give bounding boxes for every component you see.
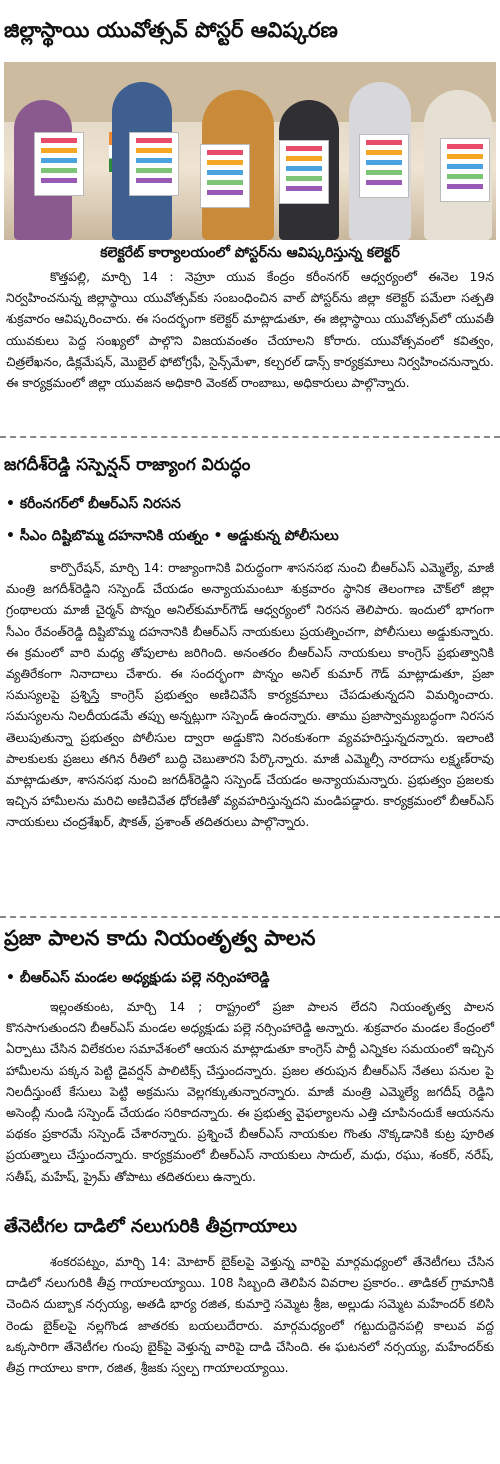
poster-5: [359, 134, 409, 198]
poster-1: [34, 132, 84, 196]
poster-2: [129, 132, 179, 196]
article3-subhead: • బీఆర్‌ఎస్ మండల అధ్యక్షుడు పల్లె నర్సింహారెడ్డి: [6, 970, 270, 986]
article1-headline: జిల్లాస్థాయి యువోత్సవ్ పోస్టర్ ఆవిష్కరణ: [4, 18, 338, 42]
collector-poster-photo: [4, 62, 496, 240]
poster-4: [279, 140, 329, 204]
article2-subhead-1: • కరీంనగర్‌లో బీఆర్‌ఎస్ నిరసన: [6, 496, 181, 512]
poster-6: [440, 138, 490, 202]
photo-caption: కలెక్టరేట్ కార్యాలయంలో పోస్టర్‌ను ఆవిష్కరిస్తున్న కలెక్టర్: [4, 240, 496, 266]
section-divider: [0, 436, 500, 438]
article3-headline: ప్రజా పాలన కాదు నియంతృత్వ పాలన: [4, 926, 316, 950]
section-divider: [0, 916, 500, 918]
article2-body: కార్పొరేషన్, మార్చి 14: రాజ్యాంగానికి విరుద్ధంగా శాసనసభ నుంచి బీఆర్‌ఎస్ ఎమ్మెల్యే, మాజీ మంత్రి జగదీశ్‌రెడ్డిని సస్పెండ్ చేయడం అన్యాయమంటూ శుక్రవారం స్థానిక తెలంగాణ చౌక్‌లో జిల్లా గ్రంథాలయ మాజీ చైర్మన్ పొన్నం అనిల్‌కుమార్‌గౌడ్ ఆధ్వర్యంలో నిరసన తెలిపారు. ఇందులో భాగంగా సీఎం రేవంత్‌రెడ్డి దిష్టిబొమ్మ దహనానికి బీఆర్‌ఎస్ నాయకులు ప్రయత్నించగా, పోలీసులు అడ్డుకున్నారు. ఈ క్రమంలో వారి మధ్య తోపులాట జరిగింది. అనంతరం బీఆర్‌ఎస్ నాయకులు కాంగ్రెస్ ప్రభుత్వానికి వ్యతిరేకంగా నినాదాలు చేశారు. ఈ సందర్భంగా పొన్నం అనిల్ కుమార్ గౌడ్ మాట్లాడుతూ, ప్రజా సమస్యలపై ప్రశ్నిస్తే కాంగ్రెస్ ప్రభుత్వం అణిచివేసే కార్యక్రమాలు చేపడుతున్నదని విమర్శించారు. సమస్యలను నిలదీయడమే తప్పు అన్నట్లుగా సస్పెండ్ ఉందన్నారు. తాము ప్రజాస్వామ్యబద్ధంగా నిరసన తెలుపుతున్నా ప్రభుత్వం పోలీసుల ద్వారా అడ్డుకొని నిరంకుశంగా వ్యవహరిస్తున్నదన్నారు. ఇలాంటి పాలకులకు ప్రజలు తగిన రీతిలో బుద్ధి చెబుతారని పేర్కొన్నారు. మాజీ ఎమ్మెల్సీ నారదాసు లక్ష్మణ్‌రావు మాట్లాడుతూ, శాసనసభ నుంచి జగదీశ్‌రెడ్డిని సస్పెండ్ చేయడం అన్యాయమన్నారు. ప్రభుత్వం ప్రజలకు ఇచ్చిన హామీలను మరిచి అణిచివేత ధోరణితో వ్యవహరిస్తున్నదని మండిపడ్డారు. కార్యక్రమంలో బీఆర్‌ఎస్ నాయకులు చంద్రశేఖర్, షౌకత్, ప్రశాంత్ తదితరులు పాల్గొన్నారు.: [6, 560, 494, 830]
article1-body: కొత్తపల్లి, మార్చి 14 : నెహ్రూ యువ కేంద్రం కరీంనగర్ ఆధ్వర్యంలో ఈనెల 19న నిర్వహించనున్న జిల్లాస్థాయి యువోత్సవ్‌కు సంబంధించిన వాల్ పోస్టర్‌ను జిల్లా కలెక్టర్ పమేలా సత్పతి శుక్రవారం ఆవిష్కరించారు. ఈ సందర్భంగా కలెక్టర్ మాట్లాడుతూ, ఈ జిల్లాస్థాయి యువోత్సవ్‌లో యువతీ యువకులు పెద్ద సంఖ్యలో పాల్గొని విజయవంతం చేయాలని కోరారు. యువోత్సవంలో కవిత్వం, చిత్రలేఖనం, డిక్లమేషన్, మొబైల్ ఫోటోగ్రఫీ, సైన్స్‌మేళా, కల్చరల్ డాన్స్ కార్యక్రమాలు నిర్వహించనున్నారు. ఈ కార్యక్రమంలో జిల్లా యువజన అధికారి వెంకట్ రాంబాబు, అధికారులు పాల్గొన్నారు.: [6, 269, 494, 391]
article3-body: ఇల్లంతకుంట, మార్చి 14 ; రాష్ట్రంలో ప్రజా పాలన లేదని నియంతృత్వ పాలన కొనసాగుతుందని బీఆర్‌ఎస్ మండల అధ్యక్షుడు పల్లె నర్సింహారెడ్డి అన్నారు. శుక్రవారం మండల కేంద్రంలో ఏర్పాటు చేసిన విలేకరుల సమావేశంలో ఆయన మాట్లాడుతూ కాంగ్రెస్ పార్టీ ఎన్నికల సమయంలో ఇచ్చిన హామీలను పక్కన పెట్టి డైవర్షన్ పాలిటిక్స్ చేస్తుందన్నారు. ప్రజల తరుపున బీఆర్‌ఎస్ నేతలు పనుల పై నిలదీస్తుంటే కేసులు పెట్టి అక్రమసు వెల్లగక్కుతున్నారన్నారు. మాజీ మంత్రి ఎమ్మెల్యే జగదీష్ రెడ్డిని అసెంబ్లీ నుండి సస్పెండ్ చేయడం సరికాదన్నారు. ఈ ప్రభుత్వ వైఫల్యాలను ఎత్తి చూపినందుకే ఆయనను పథకం ప్రకారమే సస్పెండ్ చేశారన్నారు. ప్రశ్నించే బీఆర్‌ఎస్ నాయకుల గొంతు నొక్కడానికి కుట్ర పూరిత ప్రయత్నాలు చేస్తుందన్నారు. కార్యక్రమంలో బీఆర్‌ఎస్ నాయకులు సాదుల్, మధు, రఘు, శంకర్, నరేష్, సతీష్, మహేష్, ప్రైమ్ తోపాటు తదితరులు ఉన్నారు.: [6, 999, 494, 1184]
poster-3: [200, 144, 250, 208]
article4-headline: తేనెటీగల దాడిలో నలుగురికి తీవ్రగాయాలు: [4, 1216, 297, 1237]
article2-subhead-2: • సీఎం దిష్టిబొమ్మ దహనానికి యత్నం • అడ్డుకున్న పోలీసులు: [6, 528, 339, 544]
article2-headline: జగదీశ్‌రెడ్డి సస్పెన్షన్ రాజ్యాంగ విరుద్ధం: [4, 455, 251, 475]
article4-body: శంకరపట్నం, మార్చి 14: మోటార్ బైక్‌లపై వెళ్తున్న వారిపై మార్గమధ్యంలో తేనెటీగలు చేసిన దాడిలో నలుగురికి తీవ్ర గాయాలయ్యాయి. 108 సిబ్బంది తెలిపిన వివరాల ప్రకారం.. తాడికల్ గ్రామానికి చెందిన దుబ్బాక నర్సయ్య, అతడి భార్య రజిత, కుమార్తె సమ్మెట శ్రీజ, అల్లుడు సమ్మెట మహేందర్ కలిసి రెండు బైక్‌లపై నల్లగొండ జాతరకు బయలుదేరారు. మార్గమధ్యంలో గట్టుదుద్దెనపల్లి కాలువ వద్ద ఒక్కసారిగా తేనెటీగల గుంపు బైక్‌పై వెళ్తున్న వారిపై దాడి చేసింది. ఈ ఘటనలో నర్సయ్య, మహేందర్‌కు తీవ్ర గాయాలు కాగా, రజిత, శ్రీజకు స్వల్ప గాయాలయ్యాయి.: [6, 1254, 494, 1376]
